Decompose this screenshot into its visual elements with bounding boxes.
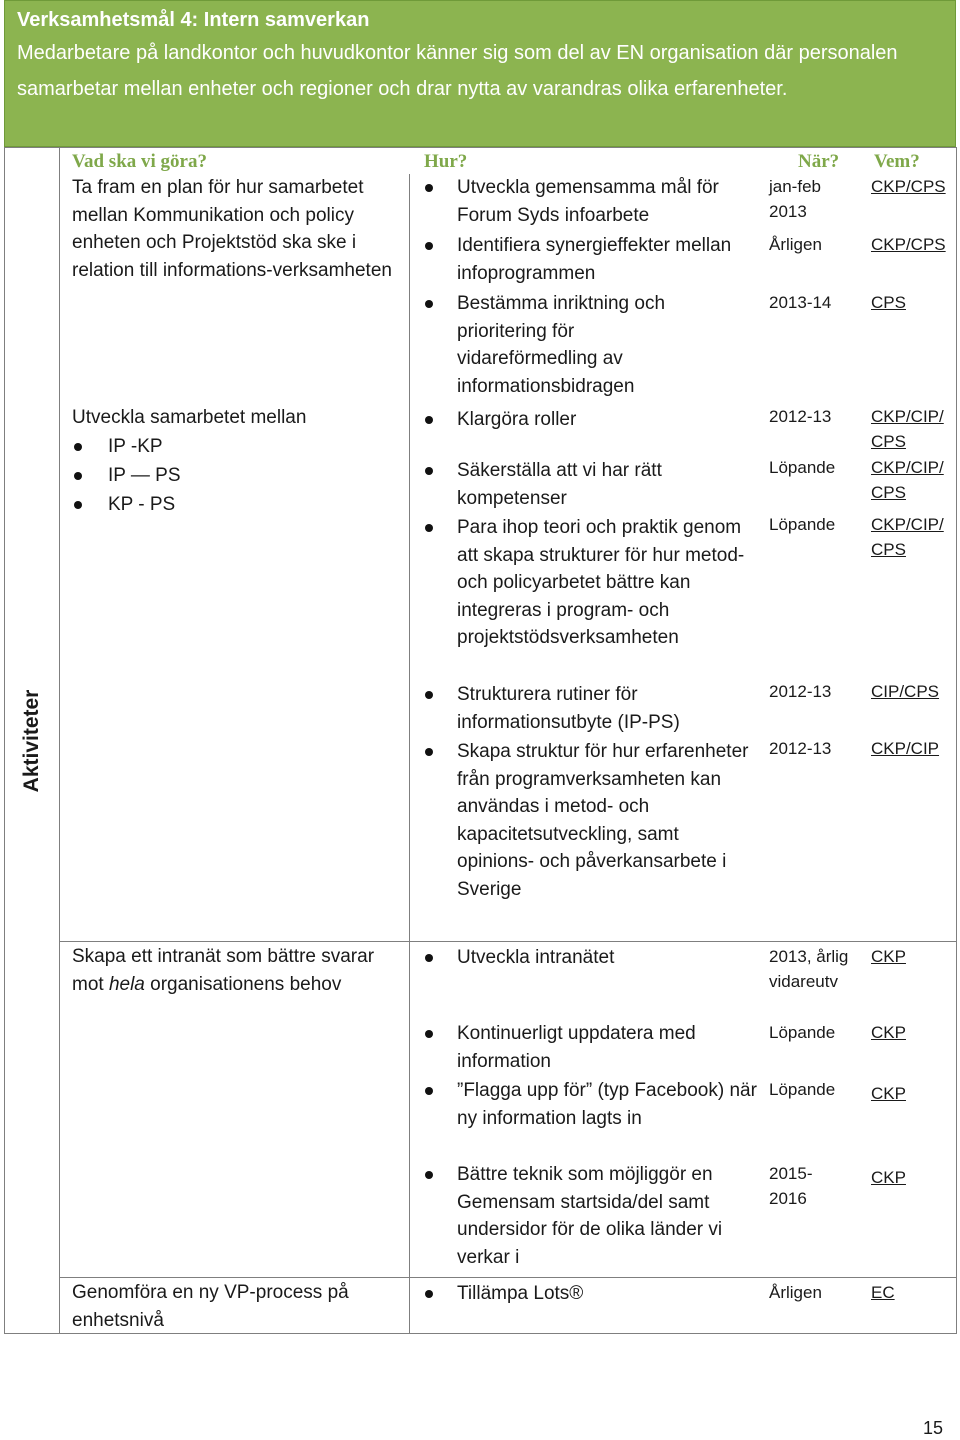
- row-when: 2012-13: [769, 407, 832, 426]
- row-when: 2013-14: [769, 293, 832, 312]
- row-who: CKP: [871, 1168, 906, 1187]
- table-content: [60, 148, 957, 1334]
- row-when: jan-feb 2013: [769, 177, 821, 221]
- table-row: [60, 941, 956, 1277]
- bullet-icon: [425, 954, 433, 962]
- row-what: [72, 943, 397, 998]
- row-when: 2012-13: [769, 739, 832, 758]
- row-what-emphasis: hela: [108, 973, 145, 995]
- side-label-cell: [5, 148, 60, 1334]
- row-when: Årligen: [769, 235, 822, 254]
- row-who: CKP: [871, 947, 906, 966]
- bullet-icon: [425, 1087, 433, 1095]
- bullet-icon: [425, 242, 433, 250]
- row-what: Ta fram en plan för hur samarbetet mellan Kommunikation och policy enheten och Projektstöd ska ske i relation till informations-verksamheten: [72, 177, 392, 281]
- row-what: Utveckla samarbetet mellan: [72, 407, 307, 428]
- row-how: Bättre teknik som möjliggör en Gemensam startsida/del samt undersidor för de olika länder vi verkar i: [457, 1164, 723, 1268]
- activity-table: [4, 147, 957, 1334]
- row-who: CKP/CIP/ CPS: [871, 407, 944, 451]
- row-what-bullet: KP - PS: [108, 494, 176, 515]
- row-how: Säkerställa att vi har rätt kompetenser: [457, 460, 662, 509]
- row-who: CKP/CPS: [871, 177, 946, 196]
- bullet-icon: [74, 443, 82, 451]
- row-how: Para ihop teori och praktik genom att skapa strukturer för hur metod- och policyarbetet bättre kan integreras i program- och projektstödsverksamheten: [457, 517, 745, 648]
- column-header-row: [60, 148, 956, 174]
- row-who: CKP: [871, 1084, 906, 1103]
- table-row: [60, 404, 956, 941]
- row-how: Identifiera synergieffekter mellan infoprogrammen: [457, 235, 732, 284]
- bullet-icon: [425, 691, 433, 699]
- bullet-icon: [425, 184, 433, 192]
- row-when: Årligen: [769, 1283, 822, 1302]
- bullet-icon: [425, 1030, 433, 1038]
- column-header-what: Vad ska vi göra?: [72, 151, 207, 172]
- row-when: 2012-13: [769, 682, 832, 701]
- row-what-bullet: IP — PS: [108, 465, 181, 486]
- goal-title: Verksamhetsmål 4: Intern samverkan: [17, 9, 370, 31]
- row-how: Strukturera rutiner för informationsutbyte (IP-PS): [457, 684, 680, 733]
- row-who: CKP/CIP: [871, 739, 940, 758]
- page-number: 15: [923, 1418, 944, 1438]
- column-header-who: Vem?: [874, 151, 920, 172]
- bullet-icon: [425, 1171, 433, 1179]
- row-who: EC: [871, 1283, 895, 1302]
- row-who: CPS: [871, 293, 906, 312]
- row-who: CKP/CPS: [871, 235, 946, 254]
- bullet-icon: [74, 472, 82, 480]
- row-how: Skapa struktur för hur erfarenheter från programverksamheten kan användas i metod- och kapacitetsutveckling, samt opinions- och påverkansarbete i Sverige: [457, 741, 749, 900]
- row-what-bullet: IP -KP: [108, 436, 163, 457]
- row-how: ”Flagga upp för” (typ Facebook) när ny information lagts in: [457, 1080, 757, 1129]
- bullet-icon: [425, 467, 433, 475]
- row-how: Klargöra roller: [457, 409, 577, 430]
- goal-header: [4, 0, 956, 147]
- row-who: CKP/CIP/ CPS: [871, 515, 944, 559]
- side-label: Aktiviteter: [20, 689, 43, 792]
- row-when: 2013, årlig vidareutv: [769, 947, 849, 991]
- column-header-how: Hur?: [424, 151, 468, 172]
- row-when: Löpande: [769, 515, 836, 534]
- row-when: Löpande: [769, 1080, 836, 1099]
- row-what: Genomföra en ny VP-process på enhetsnivå: [72, 1282, 349, 1331]
- bullet-icon: [74, 501, 82, 509]
- table-row: [60, 174, 956, 404]
- row-when: Löpande: [769, 458, 836, 477]
- row-when: 2015-2016: [769, 1164, 813, 1208]
- row-how: Bestämma inriktning och prioritering för vidareförmedling av informationsbidragen: [457, 293, 666, 397]
- row-how: Utveckla gemensamma mål för Forum Syds infoarbete: [457, 177, 719, 226]
- bullet-icon: [425, 748, 433, 756]
- row-who: CIP/CPS: [871, 682, 940, 701]
- row-who: CKP: [871, 1023, 906, 1042]
- goal-description: Medarbetare på landkontor och huvudkontor känner sig som del av EN organisation där personalen samarbetar mellan enheter och regioner och drar nytta av varandras olika erfarenheter.: [17, 42, 898, 100]
- row-how: Utveckla intranätet: [457, 947, 615, 968]
- row-how: Kontinuerligt uppdatera med information: [457, 1023, 696, 1072]
- bullet-icon: [425, 1290, 433, 1298]
- column-header-when: När?: [798, 151, 840, 172]
- row-what-text: Skapa ett intranät som bättre svarar mot: [72, 946, 375, 995]
- row-when: Löpande: [769, 1023, 836, 1042]
- row-who: CKP/CIP/ CPS: [871, 458, 944, 502]
- bullet-icon: [425, 416, 433, 424]
- bullet-icon: [425, 300, 433, 308]
- row-what-text: organisationens behov: [144, 973, 342, 995]
- row-how: Tillämpa Lots®: [457, 1283, 584, 1304]
- bullet-icon: [425, 524, 433, 532]
- table-row: [60, 1277, 956, 1333]
